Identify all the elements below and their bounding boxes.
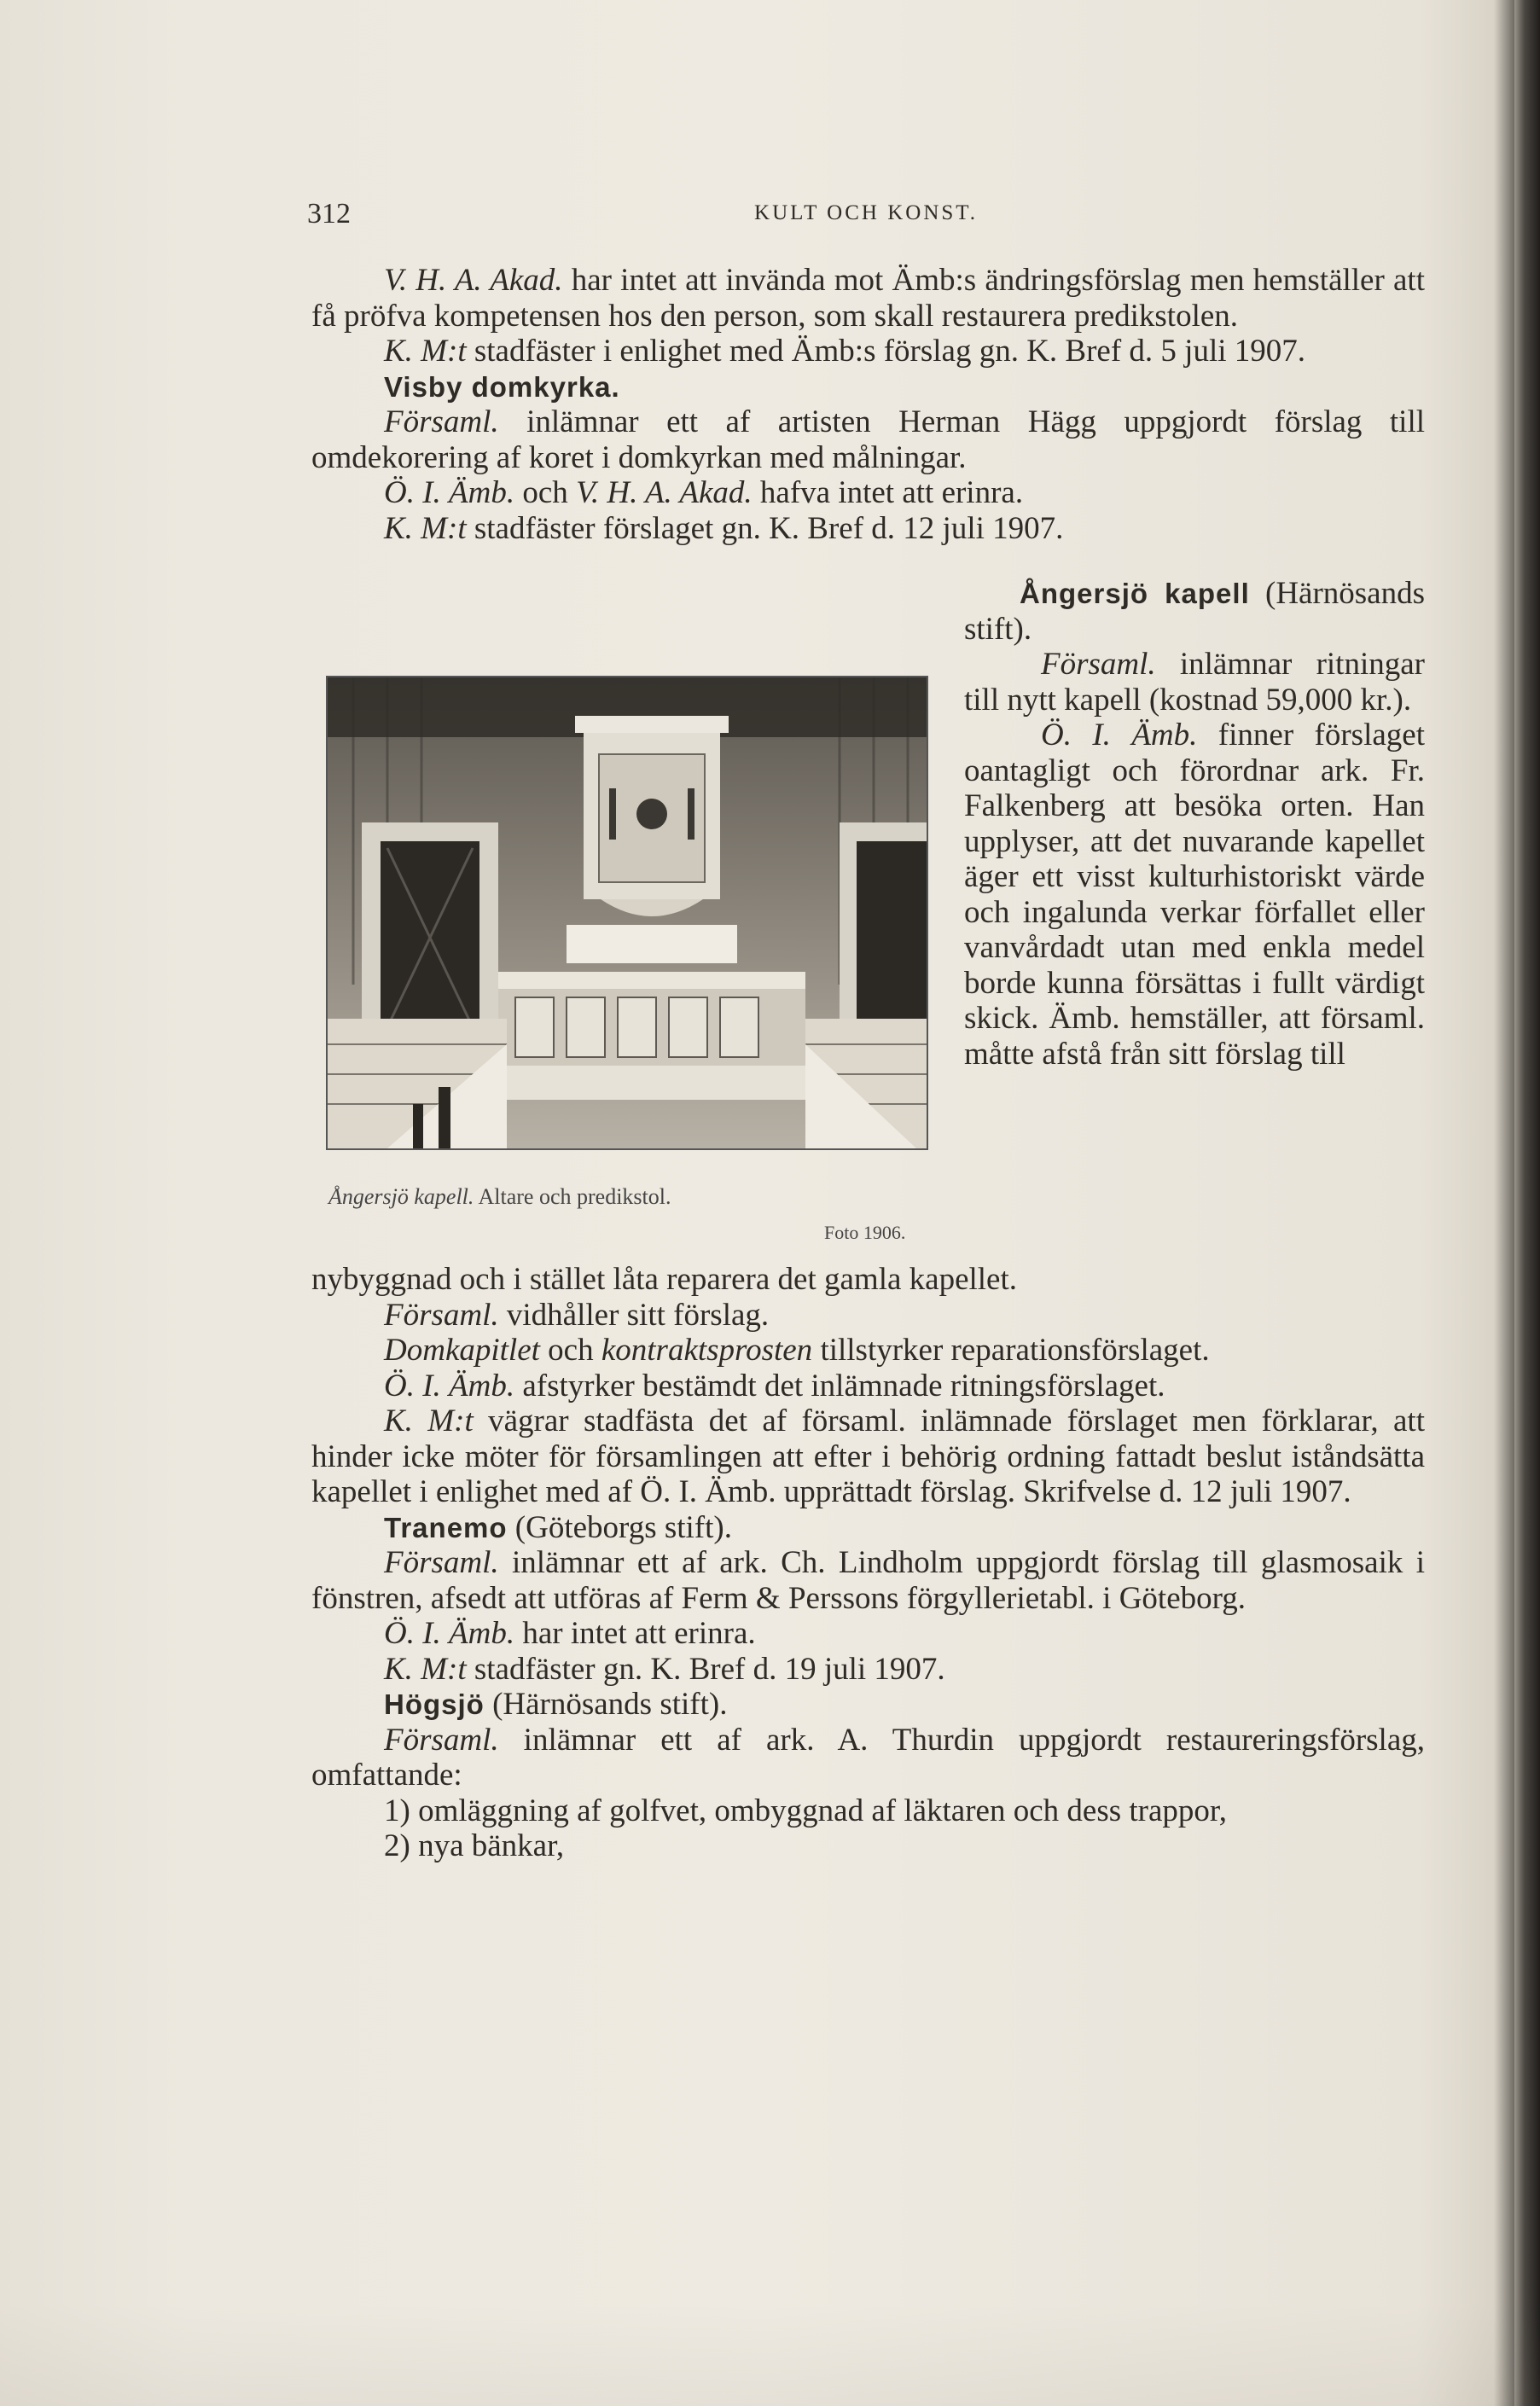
photo-illustration (328, 677, 927, 1148)
caption-title: Ångersjö kapell. (328, 1184, 474, 1209)
paragraph-angersjo-6 (311, 1404, 1425, 1510)
caption-text: Altare och predikstol. (474, 1184, 671, 1209)
abbr: Församl. (384, 1297, 499, 1333)
paragraph-tranemo-3 (311, 1652, 1425, 1688)
abbr: K. M:t (384, 510, 467, 546)
section-heading: Visby domkyrka. (384, 370, 620, 403)
text-block-top (311, 263, 1425, 546)
paragraph-angersjo-1 (964, 647, 1425, 718)
list-item-hogsjo-1: 1) omläggning af golfvet, ombyggnad af läktaren och dess trappor, (384, 1793, 1227, 1828)
text: stadfäster gn. K. Bref d. 19 juli 1907. (466, 1651, 945, 1687)
text: afstyrker bestämdt det inlämnade ritningsförslaget. (514, 1368, 1165, 1404)
text: inlämnar ritningar till nytt kapell (kostnad 59,000 kr.). (964, 647, 1425, 718)
abbr: Församl. (384, 404, 499, 439)
photo-credit: Foto 1906. (824, 1222, 906, 1243)
text: tillstyrker reparationsförslaget. (812, 1333, 1210, 1368)
paragraph-angersjo-4 (311, 1333, 1425, 1369)
page-number: 312 (307, 198, 351, 230)
text: och (514, 475, 577, 510)
text: inlämnar ett af ark. A. Thurdin uppgjordt restaureringsförslag, omfattande: (311, 1722, 1425, 1793)
text: (Härnösands stift). (484, 1687, 728, 1722)
text-block-bottom (311, 1262, 1425, 1864)
abbr: Församl. (1041, 647, 1156, 682)
heading-hogsjo (311, 1687, 1425, 1723)
abbr: Ö. I. Ämb. (384, 475, 515, 510)
paragraph-angersjo-2-cont: nybyggnad och i stället låta reparera det gamla kapellet. (311, 1262, 1018, 1297)
list-item-hogsjo-2: 2) nya bänkar, (384, 1828, 565, 1863)
figure-caption (328, 1184, 917, 1210)
abbr: Ö. I. Ämb. (1041, 718, 1198, 753)
text: finner förslaget oantagligt och förordnar ark. Fr. Falkenberg att besöka orten. Han upplyser, att det nuvarande kapellet äger ett visst kulturhistoriskt värde och ingalunda verkar förfallet eller vanvårdadt utan med enkla medel borde kunna försättas i fullt värdigt skick. Ämb. hemställer, att församl. måtte afstå från sitt förslag till (964, 718, 1425, 1072)
text: (Härnösands stift). (964, 576, 1425, 647)
page-shading (0, 2304, 1540, 2406)
abbr: Församl. (384, 1545, 499, 1580)
book-spine-edge (1514, 0, 1540, 2406)
text: inlämnar ett af ark. Ch. Lindholm uppgjordt förslag till glasmosaik i fönstren, afsedt att utföras af Ferm & Perssons förgyllerietabl. i Göteborg. (311, 1545, 1425, 1616)
heading-tranemo (311, 1510, 1425, 1546)
page-header (307, 198, 1425, 237)
abbr: Församl. (384, 1722, 499, 1758)
text: hafva intet att erinra. (752, 475, 1024, 510)
text: stadfäster förslaget gn. K. Bref d. 12 juli 1907. (466, 510, 1064, 546)
paragraph-vha (311, 263, 1425, 334)
paragraph-tranemo-1 (311, 1545, 1425, 1616)
abbr: kontraktsprosten (601, 1333, 813, 1368)
paragraph-angersjo-2 (964, 718, 1425, 1072)
abbr: V. H. A. Akad. (576, 475, 753, 510)
abbr: Ö. I. Ämb. (384, 1368, 515, 1404)
paragraph-visby-1 (311, 404, 1425, 475)
heading-angersjo (964, 576, 1425, 647)
section-heading: Tranemo (384, 1511, 508, 1543)
text: (Göteborgs stift). (507, 1509, 732, 1545)
paragraph-km (311, 334, 1425, 369)
text: inlämnar ett af artisten Herman Hägg uppgjordt förslag till omdekorering af koret i domkyrkan med målningar. (311, 404, 1425, 475)
paragraph-visby-2 (311, 475, 1425, 511)
paragraph-angersjo-3 (311, 1298, 1425, 1334)
abbr: Domkapitlet (384, 1333, 540, 1368)
section-heading: Högsjö (384, 1688, 485, 1720)
altar-photograph (326, 676, 928, 1150)
abbr: Ö. I. Ämb. (384, 1616, 515, 1651)
abbr: K. M:t (384, 1404, 474, 1438)
text: och (539, 1333, 601, 1368)
heading-visby (311, 369, 1425, 405)
text: vidhåller sitt förslag. (498, 1297, 770, 1333)
abbr: V. H. A. Akad. (384, 263, 563, 298)
text: har intet att invända mot Ämb:s ändringsförslag men hemställer att få pröfva kompetensen hos den person, som skall restaurera predikstolen. (311, 263, 1425, 334)
running-head: KULT OCH KONST. (754, 201, 978, 224)
section-heading: Ångersjö kapell (1020, 578, 1250, 609)
abbr: K. M:t (384, 334, 467, 369)
text: stadfäster i enlighet med Ämb:s förslag gn. K. Bref d. 5 juli 1907. (466, 334, 1306, 369)
paragraph-angersjo-5 (311, 1369, 1425, 1404)
paragraph-hogsjo-1 (311, 1723, 1425, 1793)
paragraph-visby-3 (311, 511, 1425, 547)
paragraph-tranemo-2 (311, 1616, 1425, 1652)
text: vägrar stadfästa det af församl. inlämnade förslaget men förklarar, att hinder icke möter för församlingen att efter i behörig ordning fattadt beslut iståndsätta kapellet i enlighet med af Ö. I. Ämb. upprättadt förslag. Skrifvelse d. 12 juli 1907. (311, 1404, 1425, 1509)
text: har intet att erinra. (514, 1616, 756, 1651)
text-column-right (964, 576, 1425, 1072)
abbr: K. M:t (384, 1651, 467, 1687)
